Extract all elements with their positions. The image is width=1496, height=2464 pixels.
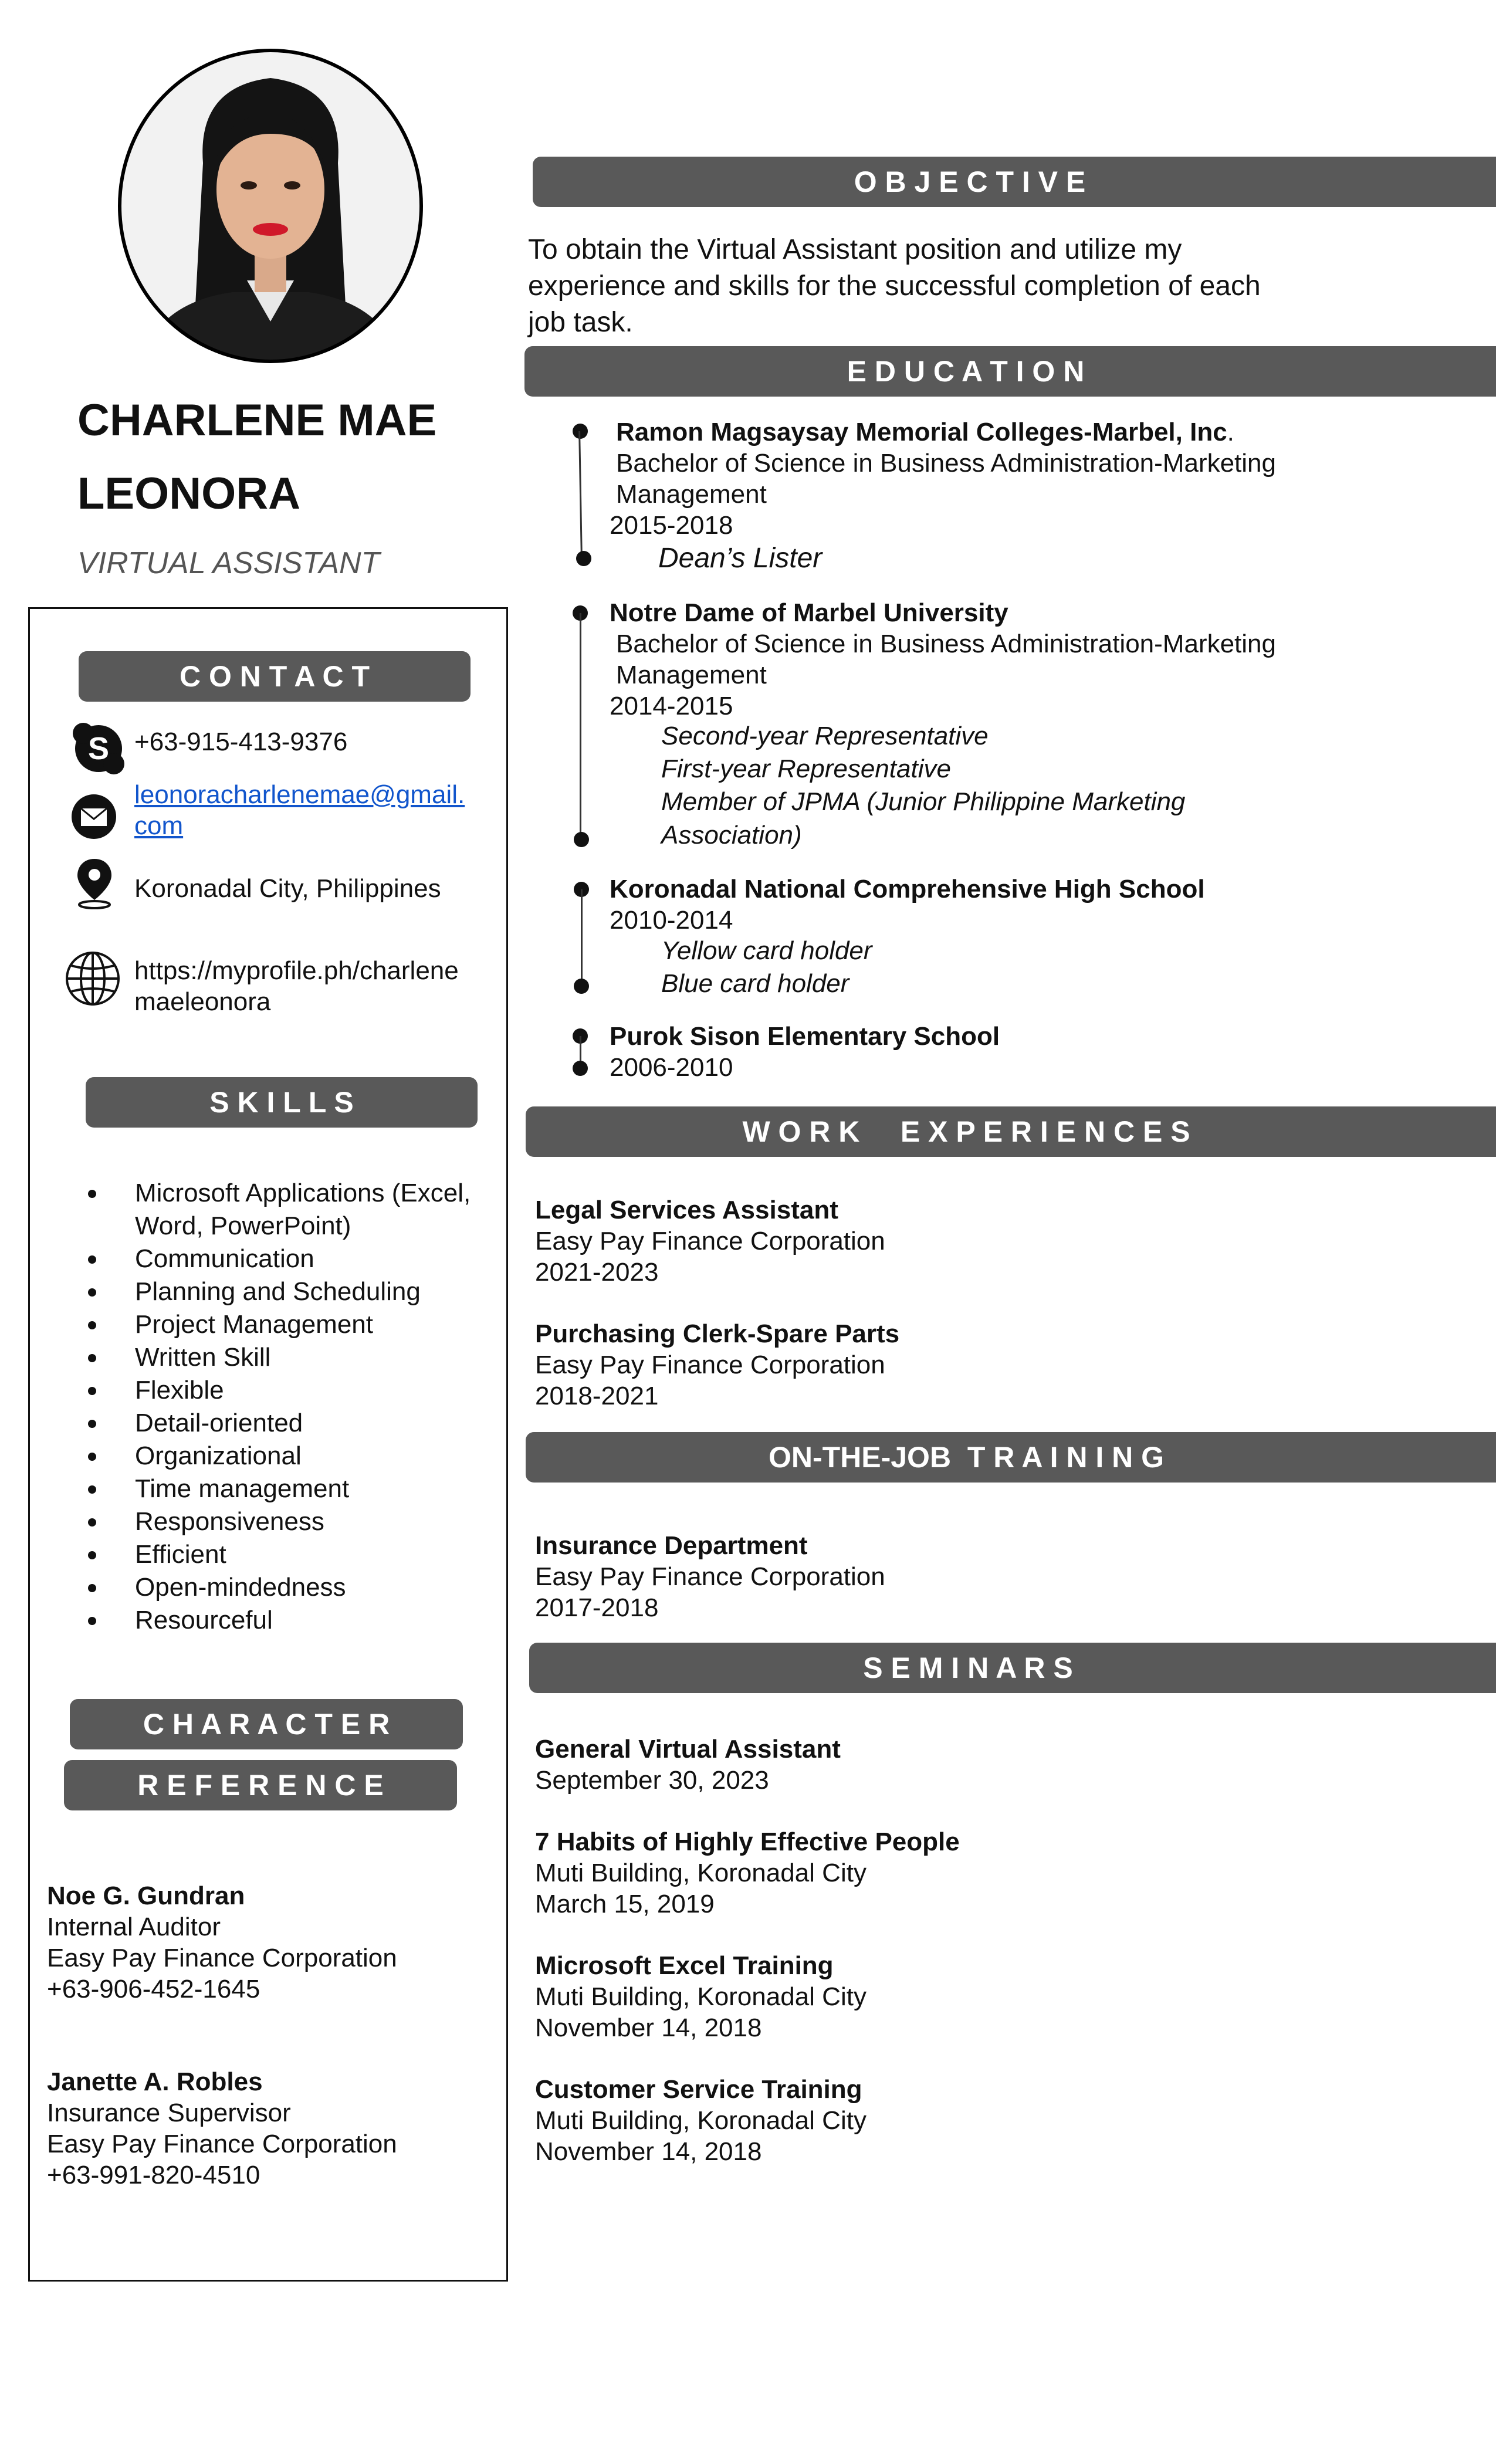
education-honor: Dean’s Lister (658, 543, 823, 574)
contact-header: C O N T A C T (79, 651, 471, 702)
skill-item: Detail-oriented (88, 1407, 471, 1440)
seminar-title: 7 Habits of Highly Effective People (535, 1827, 960, 1856)
seminar-title: General Virtual Assistant (535, 1735, 841, 1764)
seminar-title: Customer Service Training (535, 2075, 862, 2104)
education-years: 2006-2010 (610, 1053, 733, 1082)
reference-position: Internal Auditor (47, 1913, 221, 1941)
education-school: Purok Sison Elementary School (610, 1022, 1000, 1051)
timeline-dot (574, 979, 589, 994)
education-honor: First-year Representative (661, 754, 951, 783)
education-years: 2015-2018 (610, 511, 733, 540)
education-degree: Management (616, 480, 767, 509)
education-honor: Yellow card holder (661, 936, 872, 965)
seminar-date: March 15, 2019 (535, 1890, 715, 1918)
skype-icon (70, 720, 127, 780)
reference-phone: +63-906-452-1645 (47, 1975, 260, 2003)
timeline-line (578, 431, 583, 557)
work-years: 2018-2021 (535, 1382, 659, 1410)
skill-item: Planning and Scheduling (88, 1275, 471, 1308)
education-school: Koronadal National Comprehensive High School (610, 875, 1205, 903)
timeline-line (580, 1036, 581, 1063)
svg-text:S: S (87, 731, 110, 766)
skills-header: S K I L L S (86, 1077, 478, 1128)
education-school-suffix: . (1227, 418, 1234, 446)
seminar-date: November 14, 2018 (535, 2013, 762, 2042)
location-pin-icon (74, 857, 115, 912)
skill-item: Resourceful (88, 1604, 471, 1637)
ojt-company: Easy Pay Finance Corporation (535, 1562, 885, 1591)
education-honor: Member of JPMA (Junior Philippine Marketing (661, 787, 1186, 816)
reference-company: Easy Pay Finance Corporation (47, 2130, 397, 2158)
contact-email-line1[interactable]: leonoracharlenemae@gmail. (134, 780, 465, 809)
education-school-name: Ramon Magsaysay Memorial Colleges-Marbel, Inc (616, 418, 1227, 446)
education-honor: Association) (661, 821, 802, 849)
objective-line: job task. (528, 307, 633, 338)
contact-location: Koronadal City, Philippines (134, 874, 441, 903)
reference-position: Insurance Supervisor (47, 2099, 291, 2127)
education-degree: Bachelor of Science in Business Administration-Marketing (616, 629, 1276, 658)
globe-icon (65, 950, 121, 1010)
reference-company: Easy Pay Finance Corporation (47, 1944, 397, 1972)
seminar-place: Muti Building, Koronadal City (535, 1859, 867, 1887)
skills-list (88, 1177, 471, 1637)
work-title: Legal Services Assistant (535, 1196, 838, 1224)
work-header: W O R K E X P E R I E N C E S (526, 1106, 1496, 1157)
skill-item: Responsiveness (88, 1505, 471, 1538)
education-degree: Bachelor of Science in Business Administration-Marketing (616, 449, 1276, 478)
contact-website-line2[interactable]: maeleonora (134, 987, 271, 1016)
timeline-dot (573, 1061, 588, 1076)
skill-item-continuation: Word, PowerPoint) (135, 1211, 351, 1240)
seminars-header: S E M I N A R S (529, 1643, 1496, 1693)
timeline-dot (574, 832, 589, 847)
education-degree: Management (616, 661, 767, 689)
education-years: 2010-2014 (610, 906, 733, 935)
education-honor: Second-year Representative (661, 722, 989, 750)
reference-phone: +63-991-820-4510 (47, 2161, 260, 2189)
objective-header: O B J E C T I V E (533, 157, 1496, 207)
ojt-header: ON-THE-JOB T R A I N I N G (526, 1432, 1496, 1483)
timeline-dot (576, 551, 591, 566)
seminar-place: Muti Building, Koronadal City (535, 1982, 867, 2011)
ojt-years: 2017-2018 (535, 1593, 659, 1622)
contact-phone[interactable]: +63-915-413-9376 (134, 727, 348, 756)
work-company: Easy Pay Finance Corporation (535, 1351, 885, 1379)
profile-first-name: CHARLENE MAE (77, 395, 437, 445)
skill-item: Organizational (88, 1440, 471, 1473)
skill-item: Open-mindedness (88, 1571, 471, 1604)
skill-item: Written Skill (88, 1341, 471, 1374)
skill-item: Microsoft Applications (Excel, (88, 1177, 471, 1210)
seminar-date: September 30, 2023 (535, 1766, 769, 1795)
reference-name: Janette A. Robles (47, 2067, 263, 2096)
objective-line: experience and skills for the successful completion of each (528, 270, 1261, 302)
work-years: 2021-2023 (535, 1258, 659, 1287)
profile-photo (115, 46, 426, 366)
contact-website-line1[interactable]: https://myprofile.ph/charlene (134, 956, 459, 985)
education-school: Notre Dame of Marbel University (610, 598, 1008, 627)
profile-last-name: LEONORA (77, 469, 300, 519)
contact-email-line2[interactable]: com (134, 811, 184, 840)
timeline-line (580, 613, 581, 839)
character-header: C H A R A C T E R (70, 1699, 463, 1749)
ojt-title: Insurance Department (535, 1531, 808, 1560)
profile-title: VIRTUAL ASSISTANT (77, 546, 380, 580)
mail-icon (70, 793, 117, 843)
objective-line: To obtain the Virtual Assistant position and utilize my (528, 234, 1182, 265)
skill-item: Time management (88, 1473, 471, 1505)
seminar-title: Microsoft Excel Training (535, 1951, 834, 1980)
skill-item: Flexible (88, 1374, 471, 1407)
reference-header: R E F E R E N C E (64, 1760, 457, 1810)
skill-item: Communication (88, 1243, 471, 1275)
reference-name: Noe G. Gundran (47, 1881, 245, 1910)
education-years: 2014-2015 (610, 692, 733, 720)
education-header: E D U C A T I O N (524, 346, 1496, 397)
timeline-line (581, 889, 583, 987)
seminar-place: Muti Building, Koronadal City (535, 2106, 867, 2135)
work-title: Purchasing Clerk-Spare Parts (535, 1319, 900, 1348)
skill-item: Project Management (88, 1308, 471, 1341)
education-honor: Blue card holder (661, 969, 849, 998)
education-school (616, 417, 1234, 448)
skill-item: Efficient (88, 1538, 471, 1571)
seminar-date: November 14, 2018 (535, 2137, 762, 2166)
work-company: Easy Pay Finance Corporation (535, 1227, 885, 1255)
